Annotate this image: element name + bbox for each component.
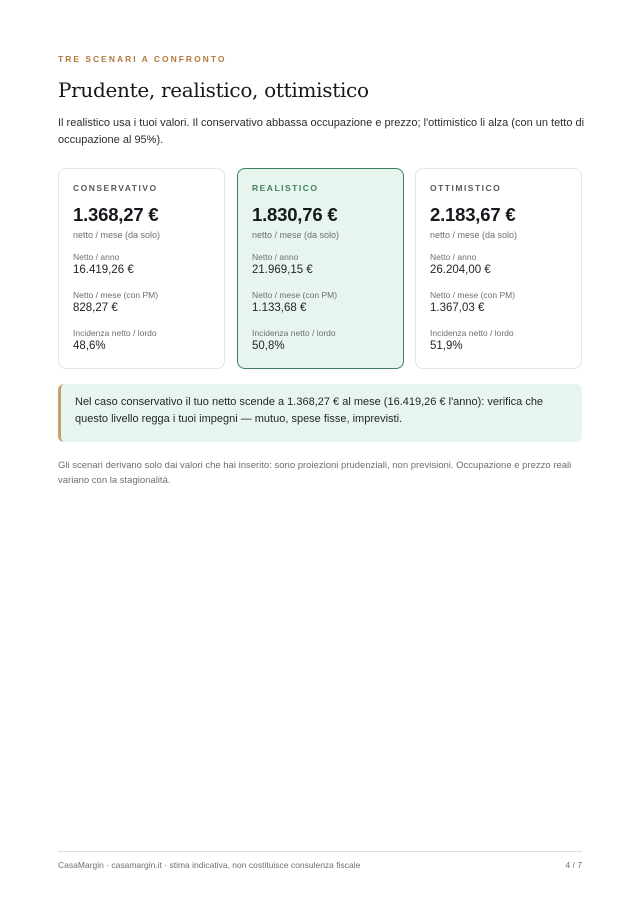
net-month-pm-value: 1.133,68 € xyxy=(252,302,307,314)
intro-paragraph: Il realistico usa i tuoi valori. Il conservativo abbassa occupazione e prezzo; l'ottimistico li alza (con un tetto di occupazione al 95%). xyxy=(58,117,585,146)
ratio-label: Incidenza netto / lordo xyxy=(252,328,336,338)
net-month-solo-value: 2.183,67 € xyxy=(430,204,516,225)
net-month-solo-label: netto / mese (da solo) xyxy=(430,230,518,240)
section-eyebrow: TRE SCENARI A CONFRONTO xyxy=(58,54,227,64)
net-month-pm-label: Netto / mese (con PM) xyxy=(430,290,516,300)
scenario-label: OTTIMISTICO xyxy=(430,183,502,193)
footer-text: CasaMargin · casamargin.it · stima indicativa, non costituisce consulenza fiscale xyxy=(58,860,361,870)
net-year-label: Netto / anno xyxy=(73,252,120,262)
ratio-label: Incidenza netto / lordo xyxy=(430,328,514,338)
scenario-label: CONSERVATIVO xyxy=(73,183,158,193)
conservative-warning-callout: Nel caso conservativo il tuo netto scende a 1.368,27 € al mese (16.419,26 € l'anno): verifica che questo livello regga i tuoi impegni — mutuo, spese fisse, imprevisti. xyxy=(58,384,582,442)
scenario-card-conservativo xyxy=(58,168,225,369)
net-month-solo-value: 1.830,76 € xyxy=(252,204,338,225)
net-month-pm-value: 828,27 € xyxy=(73,302,118,314)
net-year-label: Netto / anno xyxy=(430,252,477,262)
scenario-label: REALISTICO xyxy=(252,183,319,193)
net-month-pm-value: 1.367,03 € xyxy=(430,302,485,314)
scenario-card-realistico xyxy=(237,168,404,369)
footer-divider xyxy=(58,851,582,852)
ratio-value: 51,9% xyxy=(430,340,463,352)
net-year-value: 26.204,00 € xyxy=(430,264,491,276)
page-title: Prudente, realistico, ottimistico xyxy=(58,78,369,102)
ratio-value: 50,8% xyxy=(252,340,285,352)
page-number: 4 / 7 xyxy=(565,860,582,870)
net-year-label: Netto / anno xyxy=(252,252,299,262)
net-year-value: 21.969,15 € xyxy=(252,264,313,276)
net-month-pm-label: Netto / mese (con PM) xyxy=(73,290,159,300)
ratio-label: Incidenza netto / lordo xyxy=(73,328,157,338)
disclaimer-note: Gli scenari derivano solo dai valori che hai inserito: sono proiezioni prudenziali, non previsioni. Occupazione e prezzo reali variano con la stagionalità. xyxy=(58,460,572,486)
net-month-solo-label: netto / mese (da solo) xyxy=(73,230,161,240)
net-month-solo-label: netto / mese (da solo) xyxy=(252,230,340,240)
net-month-pm-label: Netto / mese (con PM) xyxy=(252,290,338,300)
net-year-value: 16.419,26 € xyxy=(73,264,134,276)
ratio-value: 48,6% xyxy=(73,340,106,352)
scenario-cards xyxy=(58,168,582,369)
net-month-solo-value: 1.368,27 € xyxy=(73,204,159,225)
scenario-card-ottimistico xyxy=(415,168,582,369)
